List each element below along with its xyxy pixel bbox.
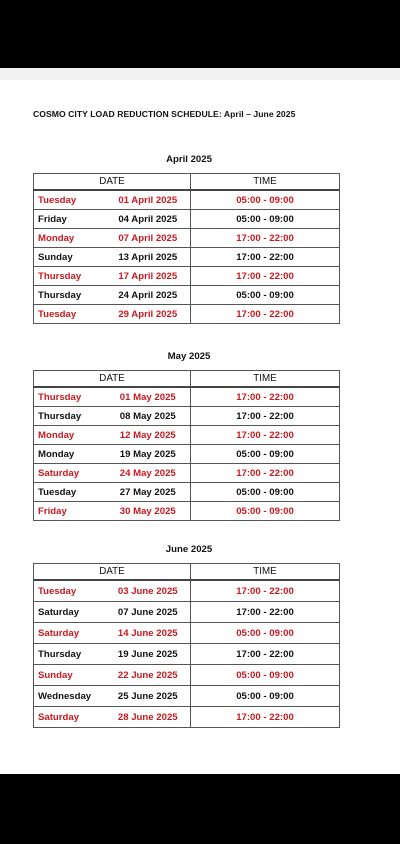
day-cell: Monday <box>34 426 106 445</box>
date-cell: 14 June 2025 <box>106 623 191 644</box>
table-row <box>34 387 340 407</box>
table-row <box>34 464 340 483</box>
table-row <box>34 229 340 248</box>
table-row <box>34 426 340 445</box>
table-row <box>34 483 340 502</box>
day-cell: Sunday <box>34 248 106 267</box>
table-row <box>34 644 340 665</box>
date-cell: 25 June 2025 <box>106 686 191 707</box>
table-row <box>34 286 340 305</box>
schedule-table-june <box>33 563 340 728</box>
table-header-row <box>34 174 340 191</box>
day-cell: Thursday <box>34 387 106 407</box>
day-cell: Monday <box>34 445 106 464</box>
day-cell: Tuesday <box>34 305 106 324</box>
top-black-bar <box>0 0 400 68</box>
date-cell: 17 April 2025 <box>106 267 191 286</box>
date-cell: 24 April 2025 <box>106 286 191 305</box>
date-cell: 28 June 2025 <box>106 707 191 728</box>
table-row <box>34 707 340 728</box>
document-top-edge <box>0 68 400 80</box>
day-cell: Monday <box>34 229 106 248</box>
time-cell: 17:00 - 22:00 <box>191 464 340 483</box>
bottom-black-bar <box>0 774 400 844</box>
date-cell: 27 May 2025 <box>106 483 191 502</box>
table-row <box>34 305 340 324</box>
month-title-june: June 2025 <box>165 544 213 555</box>
day-cell: Sunday <box>34 665 106 686</box>
table-row <box>34 686 340 707</box>
time-cell: 17:00 - 22:00 <box>191 248 340 267</box>
day-cell: Thursday <box>34 286 106 305</box>
date-cell: 22 June 2025 <box>106 665 191 686</box>
table-row <box>34 623 340 644</box>
schedule-document <box>0 68 400 774</box>
table-row <box>34 267 340 286</box>
table-row <box>34 210 340 229</box>
table-row <box>34 445 340 464</box>
time-cell: 05:00 - 09:00 <box>191 190 340 210</box>
time-cell: 05:00 - 09:00 <box>191 686 340 707</box>
time-cell: 05:00 - 09:00 <box>191 665 340 686</box>
month-title-april: April 2025 <box>166 154 212 165</box>
table-header-row <box>34 564 340 581</box>
column-header-time: TIME <box>191 564 340 581</box>
date-cell: 13 April 2025 <box>106 248 191 267</box>
time-cell: 05:00 - 09:00 <box>191 210 340 229</box>
date-cell: 24 May 2025 <box>106 464 191 483</box>
date-cell: 12 May 2025 <box>106 426 191 445</box>
time-cell: 17:00 - 22:00 <box>191 707 340 728</box>
column-header-date: DATE <box>34 564 191 581</box>
column-header-time: TIME <box>191 174 340 191</box>
day-cell: Saturday <box>34 707 106 728</box>
day-cell: Thursday <box>34 644 106 665</box>
schedule-table-april <box>33 173 340 324</box>
day-cell: Friday <box>34 502 106 521</box>
month-title-may: May 2025 <box>167 351 211 362</box>
time-cell: 17:00 - 22:00 <box>191 602 340 623</box>
date-cell: 19 May 2025 <box>106 445 191 464</box>
table-row <box>34 248 340 267</box>
day-cell: Thursday <box>34 267 106 286</box>
time-cell: 17:00 - 22:00 <box>191 426 340 445</box>
time-cell: 05:00 - 09:00 <box>191 502 340 521</box>
day-cell: Saturday <box>34 623 106 644</box>
date-cell: 03 June 2025 <box>106 580 191 602</box>
day-cell: Thursday <box>34 407 106 426</box>
time-cell: 17:00 - 22:00 <box>191 644 340 665</box>
table-row <box>34 665 340 686</box>
time-cell: 17:00 - 22:00 <box>191 305 340 324</box>
column-header-date: DATE <box>34 174 191 191</box>
time-cell: 17:00 - 22:00 <box>191 407 340 426</box>
time-cell: 05:00 - 09:00 <box>191 445 340 464</box>
day-cell: Tuesday <box>34 483 106 502</box>
date-cell: 04 April 2025 <box>106 210 191 229</box>
schedule-heading: COSMO CITY LOAD REDUCTION SCHEDULE: April – June 2025 <box>33 109 296 119</box>
date-cell: 29 April 2025 <box>106 305 191 324</box>
table-row <box>34 602 340 623</box>
date-cell: 07 April 2025 <box>106 229 191 248</box>
table-row <box>34 502 340 521</box>
time-cell: 05:00 - 09:00 <box>191 286 340 305</box>
date-cell: 30 May 2025 <box>106 502 191 521</box>
schedule-table-may <box>33 370 340 521</box>
date-cell: 01 May 2025 <box>106 387 191 407</box>
day-cell: Saturday <box>34 602 106 623</box>
time-cell: 05:00 - 09:00 <box>191 623 340 644</box>
date-cell: 07 June 2025 <box>106 602 191 623</box>
table-header-row <box>34 371 340 388</box>
time-cell: 17:00 - 22:00 <box>191 580 340 602</box>
day-cell: Friday <box>34 210 106 229</box>
table-row <box>34 407 340 426</box>
day-cell: Wednesday <box>34 686 106 707</box>
day-cell: Tuesday <box>34 580 106 602</box>
table-row <box>34 190 340 210</box>
table-row <box>34 580 340 602</box>
date-cell: 08 May 2025 <box>106 407 191 426</box>
time-cell: 17:00 - 22:00 <box>191 267 340 286</box>
date-cell: 01 April 2025 <box>106 190 191 210</box>
column-header-time: TIME <box>191 371 340 388</box>
day-cell: Saturday <box>34 464 106 483</box>
time-cell: 05:00 - 09:00 <box>191 483 340 502</box>
time-cell: 17:00 - 22:00 <box>191 387 340 407</box>
column-header-date: DATE <box>34 371 191 388</box>
time-cell: 17:00 - 22:00 <box>191 229 340 248</box>
date-cell: 19 June 2025 <box>106 644 191 665</box>
day-cell: Tuesday <box>34 190 106 210</box>
